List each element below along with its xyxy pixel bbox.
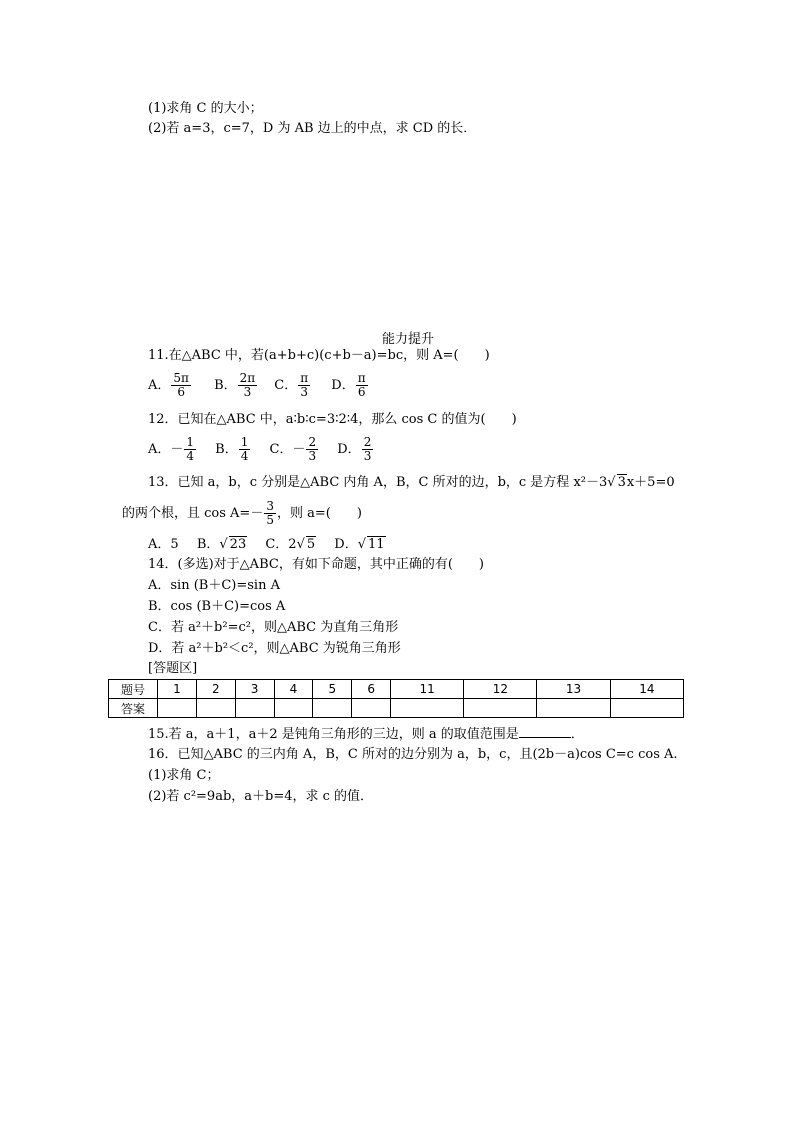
answer-table-number: 5 <box>313 680 352 699</box>
question-13-stem: 13．已知 a，b，c 分别是△ABC 内角 A，B，C 所对的边，b，c 是方程 x²－3√ 3x＋5=0 <box>148 475 675 490</box>
q12-option-d: D． $\frac{2}{3}$ <box>337 435 372 463</box>
question-12-stem: 12．已知在△ABC 中，a∶b∶c=3∶2∶4，那么 cos C 的值为( ) <box>148 412 517 427</box>
answer-cell[interactable] <box>391 699 464 718</box>
q14-option-c: C．若 a²＋b²=c²，则△ABC 为直角三角形 <box>148 620 399 635</box>
answer-table-number-header: 题号 <box>109 680 158 699</box>
answer-table-answer-row <box>109 699 684 718</box>
question-15-stem: 15.若 a，a＋1，a＋2 是钝角三角形的三边，则 a 的取值范围是 ． <box>148 727 584 742</box>
q11-option-d: D． $\frac{\pi}{6}$ <box>331 371 366 399</box>
answer-table-number-row <box>109 680 684 699</box>
q14-option-a: A．sin (B＋C)=sin A <box>148 578 280 593</box>
answer-table-answer-header: 答案 <box>109 699 158 718</box>
question-11-options <box>148 372 369 399</box>
question-16-part1: (1)求角 C； <box>148 768 220 783</box>
question-16-part2: (2)若 c²=9ab，a＋b=4，求 c 的值． <box>148 789 374 804</box>
q12-option-a: A．－ $\frac{1}{4}$ <box>148 435 195 463</box>
answer-table-number: 1 <box>158 680 197 699</box>
answer-cell[interactable] <box>352 699 391 718</box>
question-13-stem-line2: 的两个根，且 cos A=－ $\frac{3}{5}$ ，则 a=( ) <box>122 499 362 527</box>
answer-table-number: 12 <box>464 680 537 699</box>
answer-table-number: 11 <box>391 680 464 699</box>
answer-table-number: 2 <box>196 680 235 699</box>
answer-cell[interactable] <box>537 699 610 718</box>
q15-answer-blank[interactable] <box>519 725 571 738</box>
q13-option-c: C．2√ 5 <box>265 537 316 552</box>
question-11-stem: 11.在△ABC 中，若(a+b+c)(c+b－a)=bc，则 A=( ) <box>148 348 490 363</box>
prev-question-part1: (1)求角 C 的大小； <box>148 101 263 116</box>
answer-cell[interactable] <box>464 699 537 718</box>
answer-table-number: 3 <box>235 680 274 699</box>
q12-option-c: C．－ $\frac{2}{3}$ <box>269 435 317 463</box>
answer-cell[interactable] <box>158 699 197 718</box>
prev-question-part2: (2)若 a=3，c=7，D 为 AB 边上的中点，求 CD 的长． <box>148 121 477 136</box>
q11-option-c: C． $\frac{\pi}{3}$ <box>274 371 309 399</box>
answer-table-number: 13 <box>537 680 610 699</box>
q11-option-b: B． $\frac{2\pi}{3}$ <box>214 371 256 399</box>
q14-option-d: D．若 a²＋b²＜c²，则△ABC 为锐角三角形 <box>148 641 401 656</box>
q13-option-d: D．√ 11 <box>334 537 385 552</box>
answer-table-number: 4 <box>274 680 313 699</box>
answer-cell[interactable] <box>235 699 274 718</box>
section-title: 能力提升 <box>382 332 435 347</box>
answer-zone-label: [答题区] <box>148 661 198 676</box>
answer-cell[interactable] <box>196 699 235 718</box>
q14-option-b: B．cos (B＋C)=cos A <box>148 599 286 614</box>
answer-table <box>108 679 684 718</box>
q11-option-a: A． $\frac{5\pi}{6}$ <box>148 371 189 399</box>
q13-option-b: B．√ 23 <box>196 537 247 552</box>
q12-option-b: B． $\frac{1}{4}$ <box>215 435 249 463</box>
question-13-options <box>148 536 386 553</box>
question-12-options <box>148 436 374 463</box>
answer-table-number: 14 <box>610 680 683 699</box>
q13-option-a: A．5 <box>148 537 179 552</box>
answer-cell[interactable] <box>274 699 313 718</box>
answer-cell[interactable] <box>610 699 683 718</box>
answer-table-number: 6 <box>352 680 391 699</box>
answer-cell[interactable] <box>313 699 352 718</box>
question-16-stem: 16．已知△ABC 的三内角 A，B，C 所对的边分别为 a，b，c，且(2b－a)cos C=c cos A. <box>148 747 678 762</box>
question-14-stem: 14．(多选)对于△ABC，有如下命题，其中正确的有( ) <box>148 557 484 572</box>
